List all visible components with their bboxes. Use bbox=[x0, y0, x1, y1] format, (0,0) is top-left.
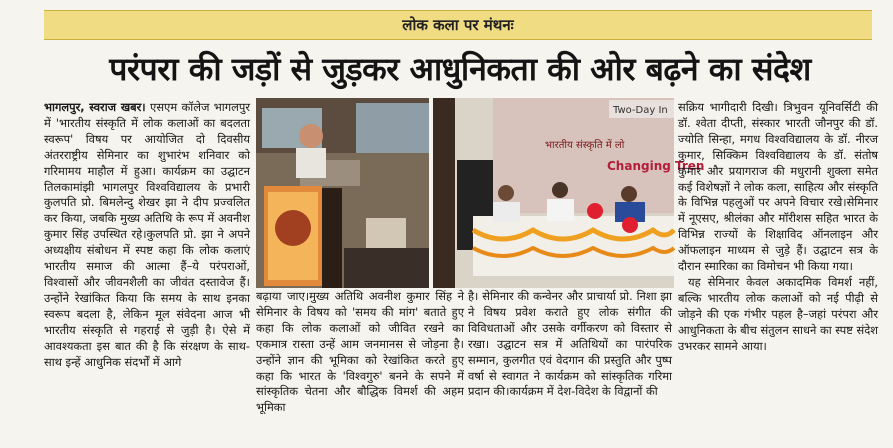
headline: परंपरा की जड़ों से जुड़कर आधुनिकता की ओर बढ़ने का संदेश bbox=[109, 49, 811, 88]
banner-top-text: Two-Day In bbox=[613, 105, 668, 116]
column-2-text: बढ़ाया जाए।मुख्य अतिथि अवनीश कुमार सिंह ने सेमिनार के विषय को 'समय की मांग' बताते हुए कहा कि लोक कलाओं को जीवित रखने का एकमात्र रास्ता उन्हें आम जनमानस से जोड़ना है। उन्होंने ज्ञान की भूमिका को रेखांकित करते हुए कहा कि भारत के 'विश्वगुरु' बनने के सपने में सांस्कृतिक चेतना और बौद्धिक विमर्श की अहम भूमिका bbox=[256, 289, 464, 415]
column-4-text-b: यह सेमिनार केवल अकादमिक विमर्श नहीं, बल्कि भारतीय लोक कलाओं को नई पीढ़ी से जोड़ने की एक गंभीर पहल है–जहां परंपरा और आधुनिकता के बीच संतुलन साधने का स्पष्ट संदेश उभरकर सामने आया। bbox=[678, 274, 878, 353]
photo-speaker bbox=[256, 98, 429, 288]
column-1-text: एसएम कॉलेज भागलपुर में 'भारतीय संस्कृति में लोक कलाओं का बदलता स्वरूप' विषय पर आयोजित दो दिवसीय अंतरराष्ट्रीय सेमिनार का शुभारंभ शनिवार को गरिमामय माहौल में हुआ। कार्यक्रम का उद्घाटन तिलकामांझी भागलपुर विश्वविद्यालय के प्रभारी कुलपति प्रो. बिमलेन्दु शेखर झा ने दीप प्रज्वलित कर किया, जबकि मुख्य अतिथि के रूप में अवनीश कुमार सिंह उपस्थित रहे।कुलपति प्रो. झा ने अपने अध्यक्षीय संबोधन में स्पष्ट कहा कि लोक कलाएं भारतीय समाज की आत्मा हैं–ये परंपराओं, विश्वासों और जीवनशैली का जीवंत दस्तावेज हैं। उन्होंने रेखांकित किया कि समय के साथ इनका स्वरूप बदला है, लेकिन मूल संवेदना आज भी भारतीय संस्कृति से गहराई से जुड़ी है। ऐसे में आवश्यकता इस बात की है कि संरक्षण के साथ-साथ इन्हें आधुनिक संदर्भों में आगे bbox=[44, 100, 251, 369]
article-column-3 bbox=[468, 289, 672, 400]
article-column-4 bbox=[678, 100, 878, 355]
banner-english-text: Changing Tren bbox=[607, 159, 705, 173]
photo-dais bbox=[433, 98, 705, 288]
section-kicker: लोक कला पर मंथनः bbox=[44, 10, 872, 40]
banner-hindi-text: भारतीय संस्कृति में लो bbox=[545, 140, 625, 151]
dateline: भागलपुर, स्वराज खबर। bbox=[44, 100, 146, 114]
article-column-1 bbox=[44, 100, 250, 370]
column-3-text: है। सेमिनार की कन्वेनर और प्राचार्या प्रो. निशा झा ने विषय प्रवेश कराते हुए लोक संगीत की विविधताओं और उसके वर्गीकरण को विस्तार से रखा। उद्घाटन सत्र में अतिथियों का पारंपरिक सम्मान, कुलगीत एवं वेदगान की प्रस्तुति और पुष्प वर्षा से स्वागत ने कार्यक्रम को सांस्कृतिक गरिमा प्रदान की।कार्यक्रम में देश-विदेश के विद्वानों की bbox=[468, 289, 672, 399]
article-column-2 bbox=[256, 289, 464, 416]
column-4-text-a: सक्रिय भागीदारी दिखी। त्रिभुवन यूनिवर्सिटी की डॉ. श्वेता दीप्ती, संस्कार भारती जौनपुर की डॉ. ज्योति सिन्हा, मगध विश्वविद्यालय के डॉ. नीरज कुमार, सिक्किम विश्वविद्यालय के डॉ. संतोष कुमार और प्रयागराज की मधुरानी शुक्ला समेत कई विशेषज्ञों ने लोक कला, साहित्य और संस्कृति के विभिन्न पहलुओं पर अपने विचार रखे।सेमिनार में नूएसए, श्रीलंका और मॉरीशस सहित भारत के विभिन्न राज्यों के शिक्षाविद ऑनलाइन और ऑफलाइन माध्यम से जुड़े हैं। उद्घाटन सत्र के दौरान स्मारिका का विमोचन भी किया गया। bbox=[678, 100, 878, 274]
